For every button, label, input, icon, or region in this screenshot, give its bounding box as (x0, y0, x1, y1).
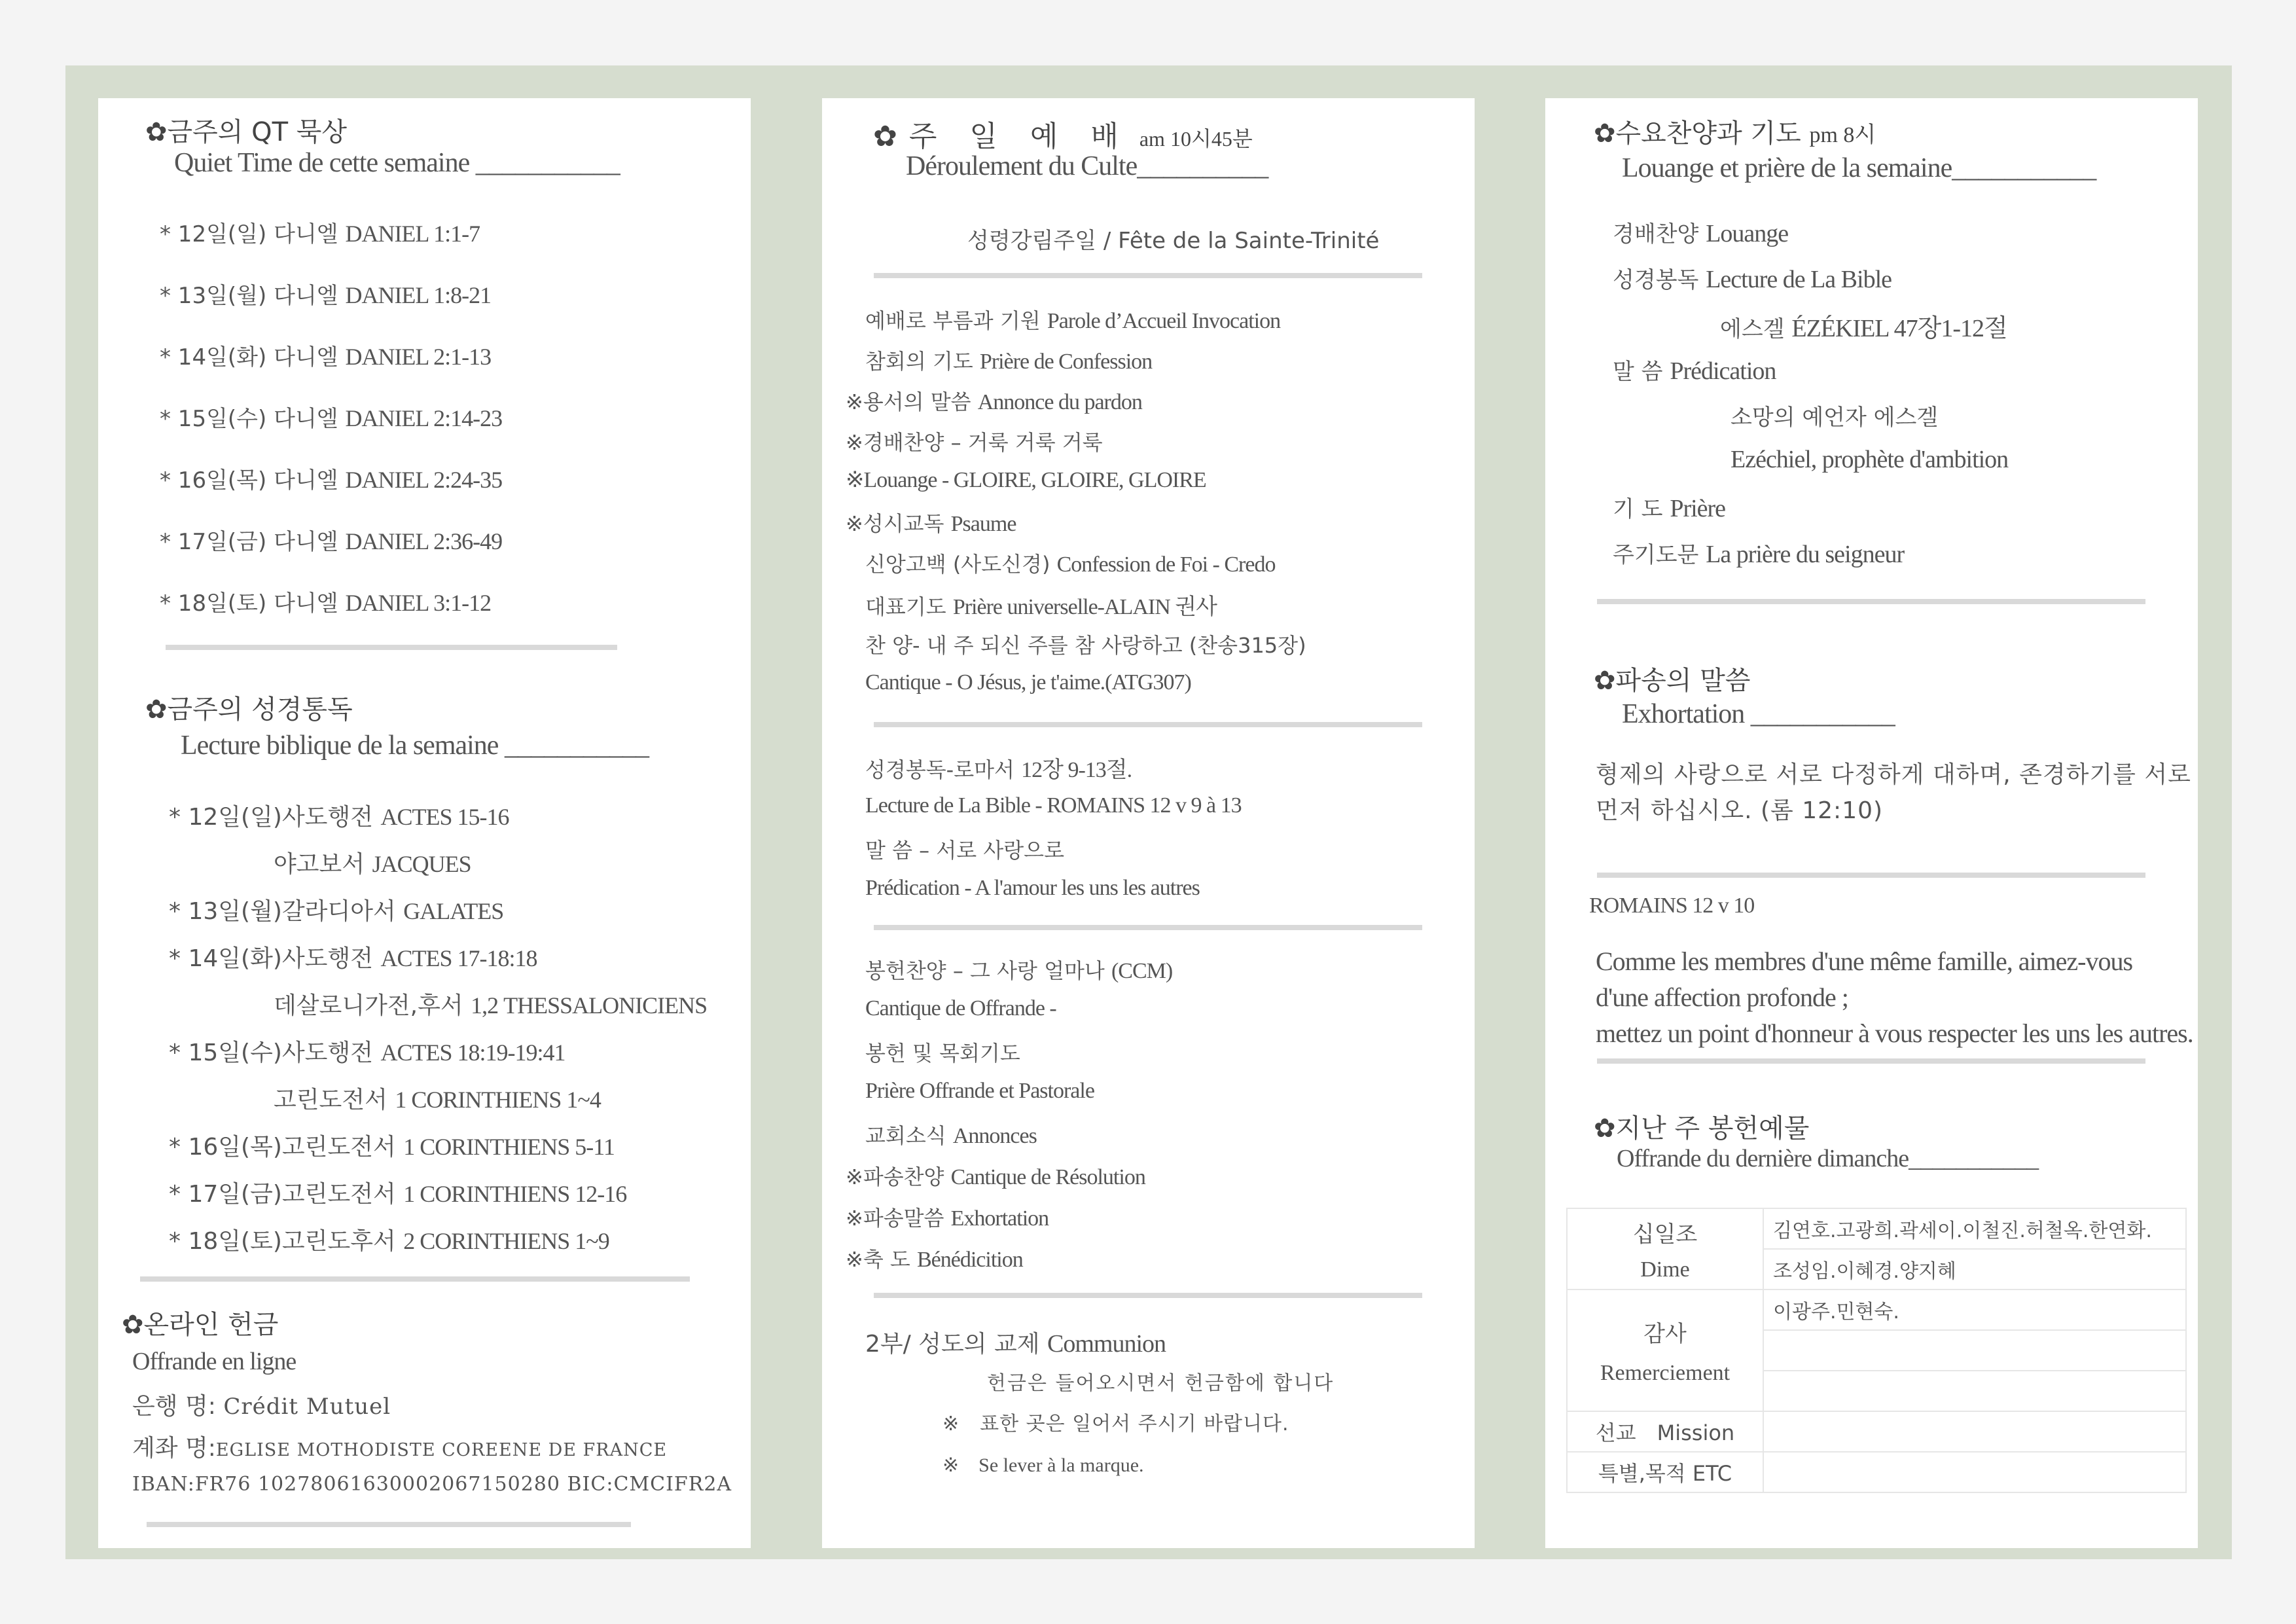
list-item (865, 1119, 1037, 1149)
list-item (1731, 445, 2008, 474)
divider (874, 273, 1422, 278)
list-item (274, 987, 707, 1020)
divider (874, 1293, 1422, 1298)
list-item (160, 216, 480, 248)
item-fr: Annonce du pardon (977, 390, 1142, 414)
list-item (865, 548, 1275, 578)
list-item (1613, 491, 1725, 523)
list-item (865, 588, 1217, 621)
bank-row (132, 1388, 391, 1421)
item-fr: 1 CORINTHIENS 12-16 (403, 1181, 627, 1207)
divider (140, 1276, 690, 1282)
item-ko: 말 씀 – 서로 사랑으로 (865, 838, 1064, 863)
list-item (160, 278, 491, 310)
list-item (846, 507, 1016, 537)
item-ko: 에스겔 (1720, 316, 1785, 342)
item-fr: DANIEL 2:36-49 (345, 528, 503, 554)
item-fr: Cantique - O Jésus, je t'aime.(ATG307) (865, 670, 1191, 695)
qt-title: ✿금주의 QT 묵상 (145, 117, 348, 147)
item-fr: Ezéchiel, prophète d'ambition (1731, 446, 2009, 473)
item-ko: * 14일(화) 다니엘 (160, 344, 338, 370)
exhort-fr-3: mettez un point d'honneur à vous respecter les uns les autres. (1596, 1019, 2193, 1048)
item-fr: Annonces (952, 1124, 1037, 1148)
item-fr: Cantique de Offrande - (865, 996, 1056, 1020)
item-ko: ※용서의 말씀 (846, 389, 971, 414)
divider (1597, 873, 2145, 878)
item-ko: 찬 양- 내 주 되신 주를 참 사랑하고 (찬송315장) (865, 633, 1306, 658)
item-ko: 야고보서 (274, 851, 365, 878)
list-item (160, 339, 491, 371)
table-row (1567, 1452, 2186, 1492)
list-item (865, 751, 1132, 784)
exhort-ko-2: 먼저 하십시오. (롬 12:10) (1596, 797, 1884, 824)
item-ko: * 16일(목)고린도전서 (169, 1134, 396, 1161)
list-item (169, 1176, 626, 1209)
item-fr: DANIEL 2:24-35 (345, 467, 503, 493)
list-item (274, 846, 471, 879)
item-ko: 대표기도 (865, 594, 946, 619)
empty-cell (1763, 1411, 2186, 1452)
etc-label: 특별,목적 ETC (1567, 1452, 1763, 1492)
item-ko: 신앙고백 (사도신경) (865, 552, 1050, 577)
item-fr: 1,2 THESSALONICIENS (471, 992, 708, 1019)
divider (1597, 599, 2145, 604)
empty-cell (1763, 1371, 2186, 1411)
dime-names-2: 조성임.이혜경.양지혜 (1763, 1249, 2186, 1290)
item-fr: DANIEL 1:1-7 (345, 221, 480, 247)
dime-names-1: 김연호.고광희.곽세이.이철진.허철옥.한연화. (1763, 1208, 2186, 1249)
divider (874, 722, 1422, 727)
rem-fr: Remerciement (1600, 1360, 1731, 1385)
item-fr: ÉZÉKIEL 47장1-12절 (1791, 315, 2007, 342)
list-item (160, 585, 491, 617)
item-ko: * 18일(토)고린도후서 (169, 1228, 396, 1255)
item-ko: * 14일(화)사도행전 (169, 945, 373, 972)
item-fr: ACTES 15-16 (380, 804, 509, 830)
table-row (1567, 1290, 2186, 1330)
list-item (160, 401, 502, 433)
item-ko: ※파송찬양 (846, 1164, 944, 1189)
item-fr: Confession de Foi - Credo (1056, 552, 1276, 577)
item-fr: DANIEL 2:14-23 (345, 405, 503, 431)
table-row (1567, 1208, 2186, 1249)
empty-cell (1763, 1330, 2186, 1371)
table-row (1567, 1411, 2186, 1452)
item-ko: 고린도전서 (274, 1087, 387, 1113)
item-fr: ACTES 18:19-19:41 (380, 1039, 565, 1066)
item-fr: Prière Offrande et Pastorale (865, 1079, 1094, 1103)
item-fr: La prière du seigneur (1706, 541, 1905, 568)
item-ko: * 13일(월)갈라디아서 (169, 898, 396, 925)
exhort-subtitle: Exhortation ___________ (1622, 699, 1895, 729)
divider (166, 645, 617, 650)
item-fr: DANIEL 2:1-13 (345, 344, 492, 370)
list-item (846, 386, 1142, 416)
list-item (846, 1161, 1145, 1191)
item-ko: 주기도문 (1613, 542, 1699, 568)
online-subtitle: Offrande en ligne (132, 1348, 296, 1375)
item-ko: * 12일(일) 다니엘 (160, 221, 338, 247)
item-fr: Prière (1670, 495, 1726, 522)
list-item (169, 799, 509, 832)
worship-subtitle: Déroulement du Culte__________ (906, 151, 1268, 181)
item-ko: ※경배찬양 – 거룩 거룩 거룩 (846, 430, 1103, 455)
item-ko: 데살로니가전,후서 (274, 992, 463, 1019)
divider (147, 1522, 631, 1527)
list-item (1613, 353, 1776, 386)
item-fr: Parole d’Accueil Invocation (1047, 309, 1281, 333)
item-fr: ACTES 17-18:18 (380, 945, 537, 971)
rem-ko: 감사 (1643, 1320, 1687, 1347)
wed-title (1594, 113, 1876, 150)
bank-label: 은행 명: (132, 1393, 216, 1420)
note-offering: 헌금은 들어오시면서 헌금함에 합니다 (987, 1372, 1335, 1395)
list-item (865, 670, 1191, 695)
list-item (865, 875, 1200, 901)
item-ko: 봉헌 및 목회기도 (865, 1041, 1020, 1066)
exhort-ko-1: 형제의 사랑으로 서로 다정하게 대하며, 존경하기를 서로 (1596, 761, 2191, 788)
rem-label (1567, 1290, 1763, 1411)
item-ko: 소망의 예언자 에스겔 (1731, 405, 1939, 431)
item-fr: Prédication - A l'amour les uns les autres (865, 876, 1200, 900)
item-ko: 기 도 (1613, 496, 1663, 522)
list-item (846, 467, 1206, 493)
exhort-title: ✿파송의 말씀 (1594, 666, 1751, 696)
list-item (274, 1081, 601, 1115)
list-item (846, 426, 1103, 456)
item-fr: Cantique de Résolution (950, 1165, 1145, 1189)
item-ko: * 13일(월) 다니엘 (160, 283, 338, 309)
item-fr: 2 CORINTHIENS 1~9 (403, 1228, 609, 1254)
list-item (865, 345, 1152, 375)
item-ko: * 17일(금)고린도전서 (169, 1181, 396, 1208)
list-item (1720, 308, 2007, 344)
item-fr: Lecture de La Bible (1706, 266, 1892, 293)
account-row (132, 1430, 667, 1463)
item-ko: * 12일(일)사도행전 (169, 804, 373, 831)
list-item (865, 1078, 1094, 1104)
communion-ko: 2부/ 성도의 교제 (865, 1331, 1040, 1358)
item-fr: DANIEL 1:8-21 (345, 282, 492, 308)
iban: IBAN:FR76 10278061630002067150280 BIC:CMCIFR2A (132, 1473, 732, 1496)
qt-subtitle: Quiet Time de cette semaine ___________ (174, 148, 620, 178)
item-ko: 성경봉독 (1613, 267, 1699, 293)
item-ko: 참회의 기도 (865, 349, 973, 374)
list-item (169, 1223, 609, 1256)
item-fr: Louange (1706, 220, 1789, 247)
item-ko: 봉헌찬양 – 그 사랑 얼마나 (865, 958, 1105, 983)
item-ko: ※성시교독 (846, 511, 944, 536)
item-ko: 성경봉독-로마서 (865, 757, 1014, 782)
list-item (865, 954, 1172, 984)
list-item (865, 1037, 1020, 1067)
item-fr: JACQUES (372, 851, 471, 877)
bank-value: Crédit Mutuel (223, 1394, 391, 1420)
offering-subtitle: Offrande du dernière dimanche___________ (1617, 1145, 2039, 1172)
romains-ref: ROMAINS 12 v 10 (1589, 893, 1755, 918)
list-item (846, 1202, 1049, 1232)
list-item (1731, 399, 1938, 431)
communion-fr: Communion (1047, 1330, 1166, 1358)
dime-fr: Dime (1640, 1257, 1690, 1282)
list-item (169, 1128, 615, 1162)
item-ko: 경배찬양 (1613, 221, 1699, 247)
item-ko: * 17일(금) 다니엘 (160, 529, 338, 555)
offering-table (1566, 1208, 2187, 1493)
item-fr: 1 CORINTHIENS 1~4 (395, 1087, 601, 1113)
list-item (865, 996, 1056, 1021)
item-ko: 교회소식 (865, 1123, 946, 1148)
list-item (160, 462, 502, 494)
item-ko: 예배로 부름과 기원 (865, 308, 1041, 333)
item-fr: GALATES (403, 898, 504, 924)
item-ko: * 15일(수) 다니엘 (160, 406, 338, 432)
item-fr: Psaume (950, 512, 1016, 536)
online-title: ✿온라인 헌금 (122, 1310, 279, 1340)
empty-cell (1763, 1452, 2186, 1492)
wed-subtitle: Louange et prière de la semaine___________ (1622, 153, 2096, 183)
divider (1597, 1058, 2145, 1064)
list-item (865, 304, 1280, 334)
account-label: 계좌 명: (132, 1435, 216, 1462)
note-stand-fr: ※ Se lever à la marque. (942, 1454, 1144, 1476)
wed-title-text: ✿수요찬양과 기도 (1594, 118, 1801, 149)
item-fr: DANIEL 3:1-12 (345, 590, 492, 616)
item-fr: Prière universelle-ALAIN 권사 (952, 595, 1217, 619)
dime-label (1567, 1208, 1763, 1290)
item-ko: * 16일(목) 다니엘 (160, 467, 338, 494)
item-ko: * 15일(수)사도행전 (169, 1039, 373, 1066)
list-item (169, 940, 537, 973)
worship-title (873, 113, 1253, 154)
list-item (1613, 537, 1904, 569)
list-item (865, 629, 1306, 659)
exhort-fr-2: d'une affection profonde ; (1596, 983, 1848, 1012)
list-item (169, 893, 503, 926)
item-fr: Lecture de La Bible - ROMAINS 12 v 9 à 13 (865, 793, 1242, 818)
list-item (1613, 262, 1892, 294)
exhort-fr-1: Comme les membres d'une même famille, aimez-vous (1596, 947, 2133, 976)
item-ko: ※축 도 (846, 1247, 910, 1272)
bible-title: ✿금주의 성경통독 (145, 695, 353, 725)
item-fr: Prière de Confession (979, 350, 1153, 374)
account-value: EGLISE MOTHODISTE COREENE DE FRANCE (215, 1440, 668, 1460)
list-item (160, 524, 502, 556)
dime-ko: 십일조 (1632, 1221, 1698, 1248)
item-fr: (CCM) (1111, 959, 1173, 983)
item-fr: Exhortation (950, 1206, 1049, 1231)
bible-subtitle: Lecture biblique de la semaine ___________ (181, 731, 649, 761)
worship-title-text: ✿주 일 예 배 (873, 120, 1130, 153)
item-fr: Bénédicition (916, 1248, 1023, 1272)
list-item (846, 1243, 1023, 1273)
list-item (1613, 216, 1788, 248)
item-fr: ※Louange - GLOIRE, GLOIRE, GLOIRE (846, 468, 1206, 492)
communion-line (865, 1326, 1166, 1359)
divider (874, 925, 1422, 930)
item-ko: 말 씀 (1613, 359, 1663, 385)
list-item (169, 1034, 565, 1068)
rem-names: 이광주.민현숙. (1763, 1290, 2186, 1330)
item-ko: ※파송말씀 (846, 1206, 944, 1231)
item-fr: Prédication (1670, 357, 1776, 385)
list-item (865, 793, 1242, 818)
worship-time: am 10시45분 (1139, 127, 1253, 151)
list-item (865, 834, 1064, 864)
feast-line: 성령강림주일 / Fête de la Sainte-Trinité (967, 228, 1380, 254)
item-ko: * 18일(토) 다니엘 (160, 590, 338, 617)
item-fr: 12장 9-13절. (1021, 758, 1132, 782)
note-stand-ko: ※ 표한 곳은 일어서 주시기 바랍니다. (942, 1413, 1289, 1435)
offering-title: ✿지난 주 봉헌예물 (1594, 1113, 1810, 1144)
item-fr: 1 CORINTHIENS 5-11 (403, 1134, 615, 1160)
mission-label: 선교 Mission (1567, 1411, 1763, 1452)
wed-time: pm 8시 (1809, 123, 1876, 147)
